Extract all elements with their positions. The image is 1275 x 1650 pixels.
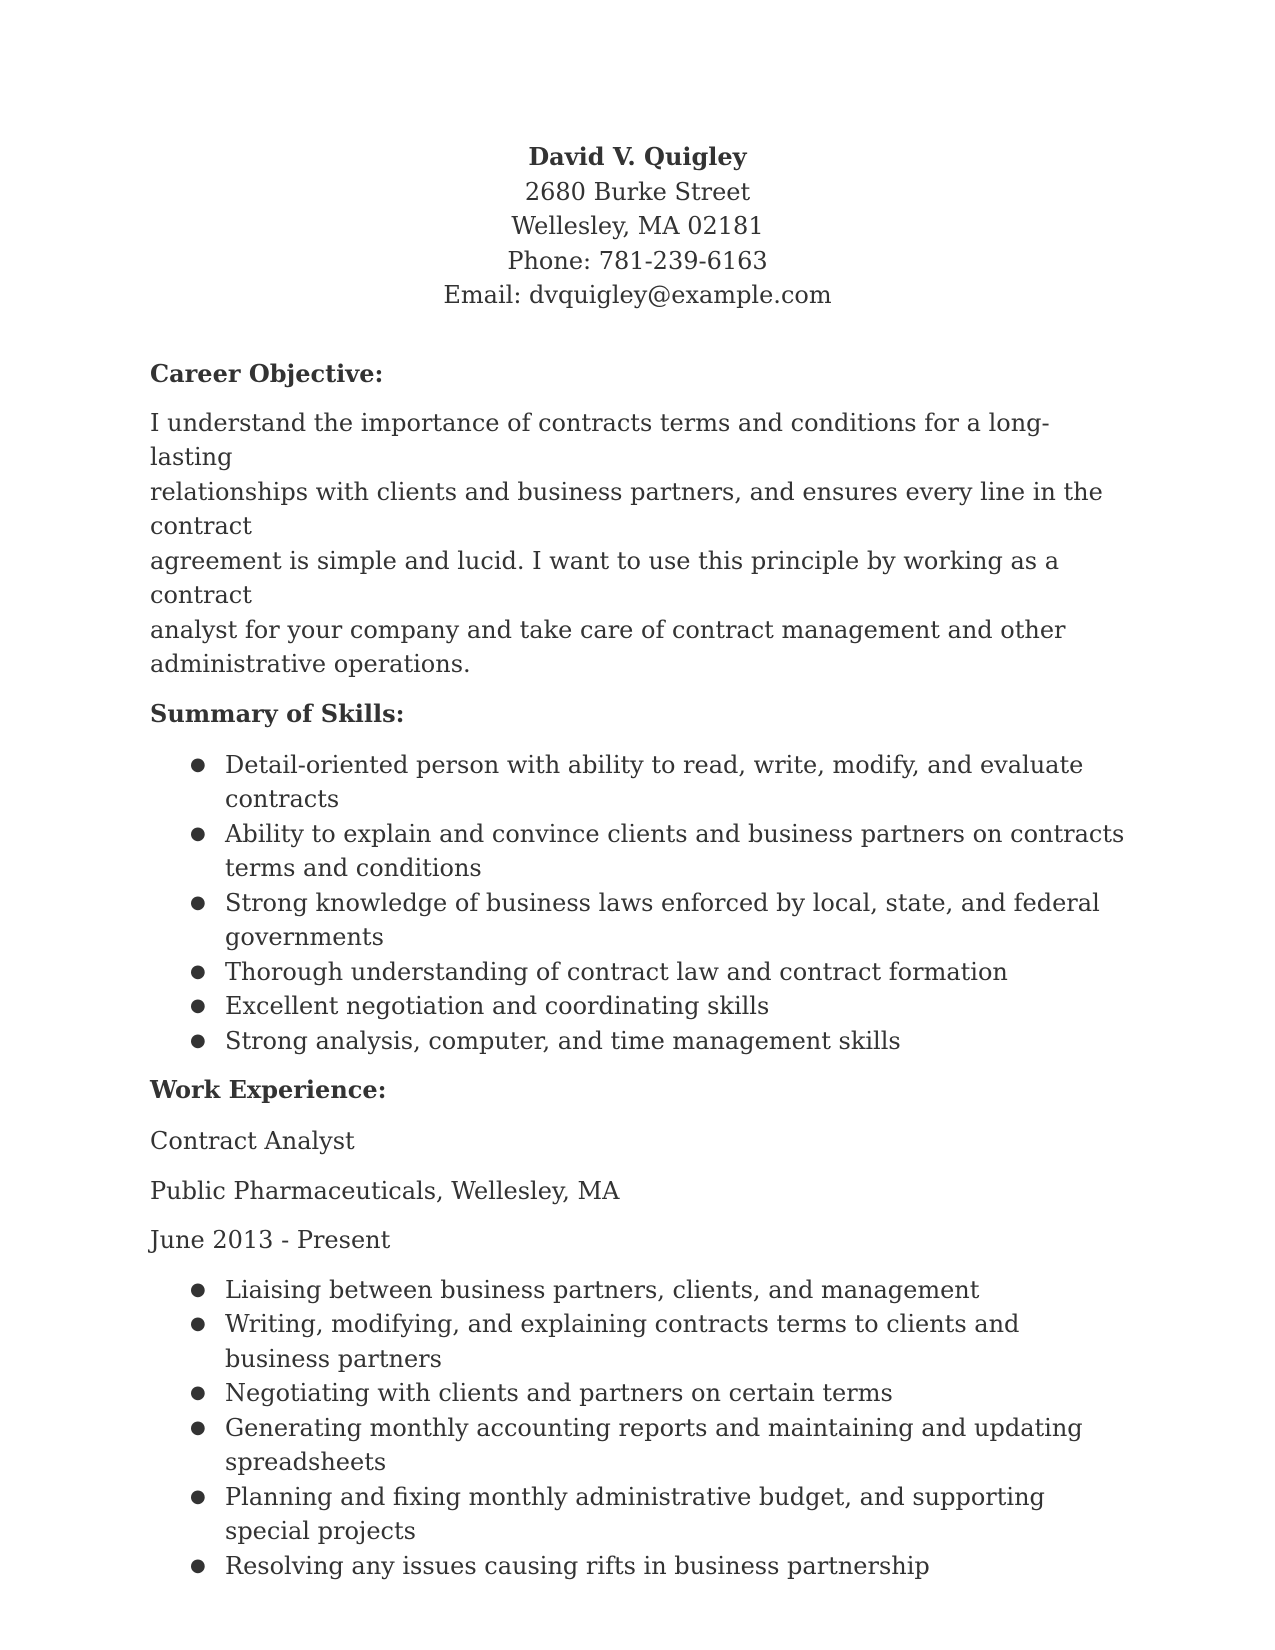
- resume-page: [150, 140, 1125, 1583]
- list-item: [150, 1549, 1125, 1584]
- employment-dates: June 2013 - Present: [150, 1226, 391, 1254]
- bullet-icon: ●: [190, 822, 206, 844]
- bullet-icon: ●: [190, 753, 206, 775]
- list-item: [150, 1411, 1125, 1480]
- candidate-name: David V. Quigley: [528, 142, 747, 171]
- bullet-icon: ●: [190, 1554, 206, 1576]
- bullet-icon: ●: [190, 1416, 206, 1438]
- street-address: 2680 Burke Street: [524, 177, 751, 206]
- list-item: [150, 1376, 1125, 1411]
- duty-text: Planning and fixing monthly administrative budget, and supporting special projects: [225, 1482, 1045, 1545]
- skill-text: Strong knowledge of business laws enforced by local, state, and federal governments: [225, 888, 1100, 951]
- bullet-icon: ●: [190, 1382, 206, 1403]
- skill-text: Ability to explain and convince clients and business partners on contracts terms and conditions: [225, 819, 1125, 882]
- skill-text: Strong analysis, computer, and time management skills: [225, 1026, 901, 1055]
- objective-line: analyst for your company and take care of contract management and other: [150, 615, 1066, 644]
- list-item: [150, 886, 1125, 955]
- objective-line: I understand the importance of contracts terms and conditions for a long-lasting: [150, 408, 1050, 471]
- experience-list: [150, 1273, 1125, 1584]
- objective-line: agreement is simple and lucid. I want to use this principle by working as a contract: [150, 546, 1060, 609]
- duty-text: Resolving any issues causing rifts in business partnership: [225, 1551, 930, 1580]
- list-item: [150, 817, 1125, 886]
- work-experience-heading: Work Experience:: [150, 1075, 387, 1104]
- list-item: [150, 1024, 1125, 1059]
- duty-text: Negotiating with clients and partners on certain terms: [225, 1379, 893, 1407]
- list-item: [150, 748, 1125, 817]
- email-address: Email: dvquigley@example.com: [443, 281, 832, 309]
- bullet-icon: ●: [190, 960, 206, 982]
- duty-text: Liaising between business partners, clients, and management: [225, 1275, 980, 1304]
- duty-text: Writing, modifying, and explaining contracts terms to clients and business partners: [225, 1310, 1020, 1373]
- objective-line: relationships with clients and business partners, and ensures every line in the contract: [150, 477, 1103, 540]
- list-item: [150, 955, 1125, 990]
- career-objective-text: [150, 406, 1125, 682]
- bullet-icon: ●: [190, 1278, 206, 1300]
- list-item: [150, 1307, 1125, 1376]
- city-state-zip: Wellesley, MA 02181: [511, 212, 764, 240]
- career-objective-heading: Career Objective:: [150, 358, 384, 388]
- job-title: Contract Analyst: [150, 1127, 355, 1155]
- company-name: Public Pharmaceuticals, Wellesley, MA: [150, 1176, 620, 1205]
- bullet-icon: ●: [190, 1029, 206, 1051]
- skill-text: Thorough understanding of contract law and contract formation: [225, 957, 1008, 986]
- phone-number: Phone: 781-239-6163: [507, 246, 768, 275]
- list-item: [150, 1480, 1125, 1549]
- skill-text: Detail-oriented person with ability to read, write, modify, and evaluate contracts: [225, 750, 1084, 813]
- bullet-icon: ●: [190, 891, 206, 913]
- duty-text: Generating monthly accounting reports and maintaining and updating spreadsheets: [225, 1413, 1083, 1476]
- list-item: [150, 1273, 1125, 1308]
- skills-heading: Summary of Skills:: [150, 698, 405, 728]
- contact-header: [150, 140, 1125, 313]
- objective-line: administrative operations.: [150, 650, 471, 678]
- bullet-icon: ●: [190, 1485, 206, 1507]
- skills-list: [150, 748, 1125, 1059]
- bullet-icon: ●: [190, 995, 206, 1016]
- skill-text: Excellent negotiation and coordinating skills: [225, 992, 770, 1020]
- bullet-icon: ●: [190, 1313, 206, 1334]
- list-item: [150, 989, 1125, 1024]
